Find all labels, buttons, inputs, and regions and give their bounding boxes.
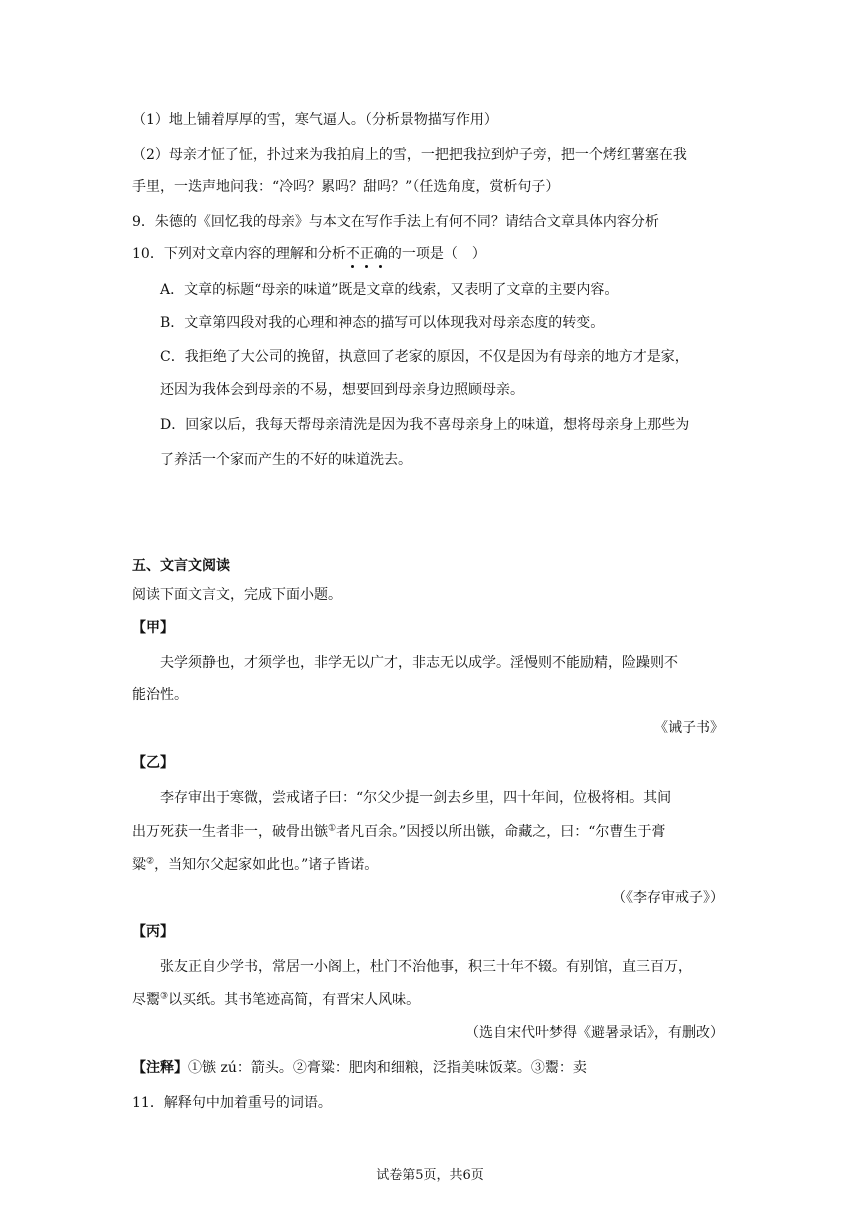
- passage-yi-line-3: [132, 855, 378, 875]
- passage-jia-tag: 【甲】: [132, 620, 174, 636]
- footnote-marker: ③: [160, 991, 169, 1002]
- passage-yi-line-2: [132, 822, 665, 842]
- emphasis-char: 正: [359, 246, 374, 262]
- option-c-line-2: 还因为我体会到母亲的不易，想要回到母亲身边照顾母亲。: [160, 382, 524, 398]
- passage-yi-line-3-text: ，当知尔父起家如此也。”诸子皆诺。: [154, 857, 379, 873]
- passage-yi-source: （《李存审戒子》）: [612, 890, 724, 906]
- passage-bing-line-1: 张友正自少学书，常居一小阁上，杜门不治他事，积三十年不辍。有别馆，直三百万，: [160, 959, 692, 975]
- question-10-prefix: 10．下列对文章内容的理解和分析: [132, 246, 346, 262]
- passage-bing-line-2: [132, 990, 420, 1010]
- annotation: [132, 1058, 587, 1078]
- question-10-suffix: 的一项是（ ）: [387, 246, 486, 262]
- section-intro: 阅读下面文言文，完成下面小题。: [132, 587, 342, 603]
- passage-bing-tag: 【丙】: [132, 924, 174, 940]
- question-8-sub-1: （1）地上铺着厚厚的雪，寒气逼人。（分析景物描写作用）: [132, 112, 498, 128]
- emphasis-char: 确: [373, 246, 388, 262]
- passage-yi-line-3-text: 粱: [132, 857, 146, 873]
- question-8-sub-2-line-1: （2）母亲才怔了怔，扑过来为我拍肩上的雪，一把把我拉到炉子旁，把一个烤红薯塞在我: [132, 147, 687, 163]
- question-11: 11．解释句中加着重号的词语。: [132, 1095, 332, 1111]
- page-footer: 试卷第5页，共6页: [376, 1168, 484, 1183]
- option-b: B．文章第四段对我的心理和神态的描写可以体现我对母亲态度的转变。: [160, 315, 605, 331]
- passage-yi-line-2-text: 出万死获一生者非一，破骨出镞: [132, 824, 328, 840]
- question-10: [132, 244, 486, 264]
- annotation-text: ①镞 zú：箭头。②膏粱：肥肉和细粮，泛指美味饭菜。③鬻：卖: [188, 1060, 587, 1076]
- passage-yi-line-2-text: 者凡百余。”因授以所出镞，命藏之，曰：“尔曹生于膏: [336, 824, 666, 840]
- section-heading: 五、文言文阅读: [132, 558, 230, 574]
- passage-bing-source: （选自宋代叶梦得《避暑录话》，有删改）: [465, 1025, 724, 1041]
- passage-jia-line-2: 能治性。: [132, 687, 188, 703]
- question-8-sub-2-line-2: 手里，一迭声地问我：“冷吗？累吗？甜吗？”（任选角度，赏析句子）: [132, 179, 560, 195]
- option-d-line-1: D．回家以后，我每天帮母亲清洗是因为我不喜母亲身上的味道，想将母亲身上那些为: [160, 417, 690, 433]
- option-a: A．文章的标题“母亲的味道”既是文章的线索，又表明了文章的主要内容。: [160, 282, 619, 298]
- annotation-tag: 【注释】: [132, 1060, 188, 1076]
- passage-bing-line-2-text: 尽鬻: [132, 992, 160, 1008]
- passage-bing-line-2-text: 以买纸。其书笔迹高简，有晋宋人风味。: [168, 992, 421, 1008]
- footnote-marker: ①: [328, 823, 337, 834]
- question-9: 9．朱德的《回忆我的母亲》与本文在写作手法上有何不同？请结合文章具体内容分析: [132, 214, 659, 230]
- option-d-line-2: 了养活一个家而产生的不好的味道洗去。: [160, 452, 412, 468]
- passage-yi-line-1: 李存审出于寒微，尝戒诸子曰：“尔父少提一剑去乡里，四十年间，位极将相。其间: [160, 790, 672, 806]
- option-c-line-1: C．我拒绝了大公司的挽留，执意回了老家的原因，不仅是因为有母亲的地方才是家，: [160, 349, 689, 365]
- passage-jia-line-1: 夫学须静也，才须学也，非学无以广才，非志无以成学。淫慢则不能励精，险躁则不: [160, 655, 678, 671]
- footnote-marker: ②: [146, 856, 155, 867]
- emphasis-char: 不: [345, 246, 360, 262]
- passage-jia-source: 《诫子书》: [654, 720, 724, 736]
- passage-yi-tag: 【乙】: [132, 755, 174, 771]
